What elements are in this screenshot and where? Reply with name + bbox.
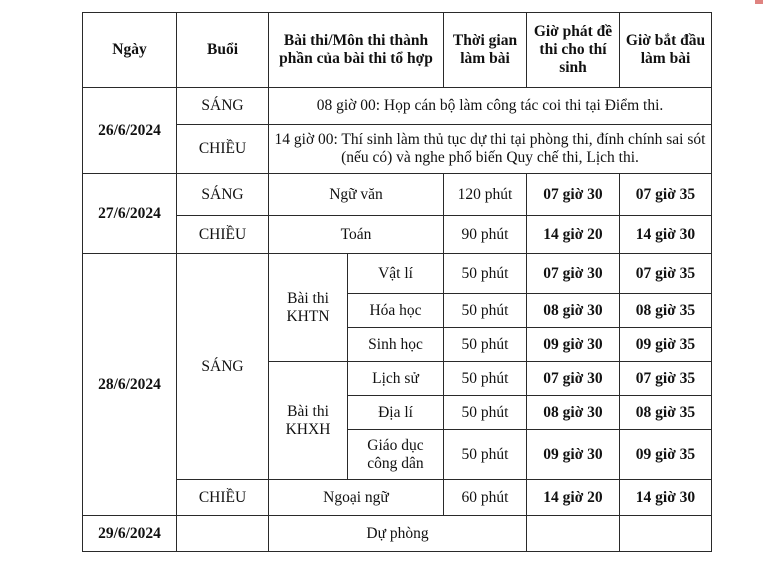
table-row [83,125,712,174]
subject-cell: Hóa học [348,294,444,328]
hand-out-cell: 07 giờ 30 [527,254,620,294]
start-cell: 07 giờ 35 [620,174,712,216]
exam-schedule-table [82,12,712,552]
note-cell: 14 giờ 00: Thí sinh làm thủ tục dự thi tại phòng thi, đính chính sai sót (nếu có) và nghe phổ biến Quy chế thi, Lịch thi. [269,125,712,174]
header-day: Ngày [83,13,177,88]
start-cell: 08 giờ 35 [620,294,712,328]
subject-cell: Địa lí [348,396,444,430]
date-cell: 29/6/2024 [83,516,177,552]
table-row [83,216,712,254]
date-cell: 28/6/2024 [83,254,177,516]
duration-cell: 50 phút [444,430,527,480]
hand-out-cell: 14 giờ 20 [527,480,620,516]
table-row [83,174,712,216]
duration-cell: 90 phút [444,216,527,254]
hand-out-cell: 08 giờ 30 [527,396,620,430]
session-cell: CHIỀU [177,216,269,254]
session-cell: SÁNG [177,174,269,216]
subject-cell: Sinh học [348,328,444,362]
start-cell: 09 giờ 35 [620,430,712,480]
start-cell: 08 giờ 35 [620,396,712,430]
header-duration: Thời gian làm bài [444,13,527,88]
header-session: Buổi [177,13,269,88]
table-row [83,88,712,125]
date-cell: 26/6/2024 [83,88,177,174]
start-cell: 14 giờ 30 [620,216,712,254]
hand-out-cell: 07 giờ 30 [527,174,620,216]
session-cell: CHIỀU [177,480,269,516]
start-cell: 14 giờ 30 [620,480,712,516]
header-subject: Bài thi/Môn thi thành phần của bài thi tổ hợp [269,13,444,88]
hand-out-cell: 09 giờ 30 [527,328,620,362]
start-cell: 07 giờ 35 [620,362,712,396]
duration-cell: 50 phút [444,396,527,430]
header-row [83,13,712,88]
start-cell [620,516,712,552]
header-hand-out: Giờ phát đề thi cho thí sinh [527,13,620,88]
session-cell: SÁNG [177,254,269,480]
note-cell: Dự phòng [269,516,527,552]
start-cell: 09 giờ 35 [620,328,712,362]
duration-cell: 120 phút [444,174,527,216]
table-row [83,516,712,552]
group-cell: Bài thi KHXH [269,362,348,480]
subject-cell: Ngoại ngữ [269,480,444,516]
group-cell: Bài thi KHTN [269,254,348,362]
duration-cell: 50 phút [444,254,527,294]
note-cell: 08 giờ 00: Họp cán bộ làm công tác coi thi tại Điểm thi. [269,88,712,125]
duration-cell: 60 phút [444,480,527,516]
subject-cell: Ngữ văn [269,174,444,216]
corner-mark [755,0,763,4]
table-row [83,480,712,516]
session-cell: CHIỀU [177,125,269,174]
session-cell: SÁNG [177,88,269,125]
subject-cell: Giáo dục công dân [348,430,444,480]
subject-cell: Lịch sử [348,362,444,396]
hand-out-cell: 14 giờ 20 [527,216,620,254]
session-cell [177,516,269,552]
hand-out-cell: 08 giờ 30 [527,294,620,328]
header-start: Giờ bắt đầu làm bài [620,13,712,88]
subject-cell: Vật lí [348,254,444,294]
hand-out-cell: 07 giờ 30 [527,362,620,396]
hand-out-cell: 09 giờ 30 [527,430,620,480]
table-row [83,254,712,294]
subject-cell: Toán [269,216,444,254]
duration-cell: 50 phút [444,362,527,396]
hand-out-cell [527,516,620,552]
duration-cell: 50 phút [444,328,527,362]
date-cell: 27/6/2024 [83,174,177,254]
start-cell: 07 giờ 35 [620,254,712,294]
duration-cell: 50 phút [444,294,527,328]
